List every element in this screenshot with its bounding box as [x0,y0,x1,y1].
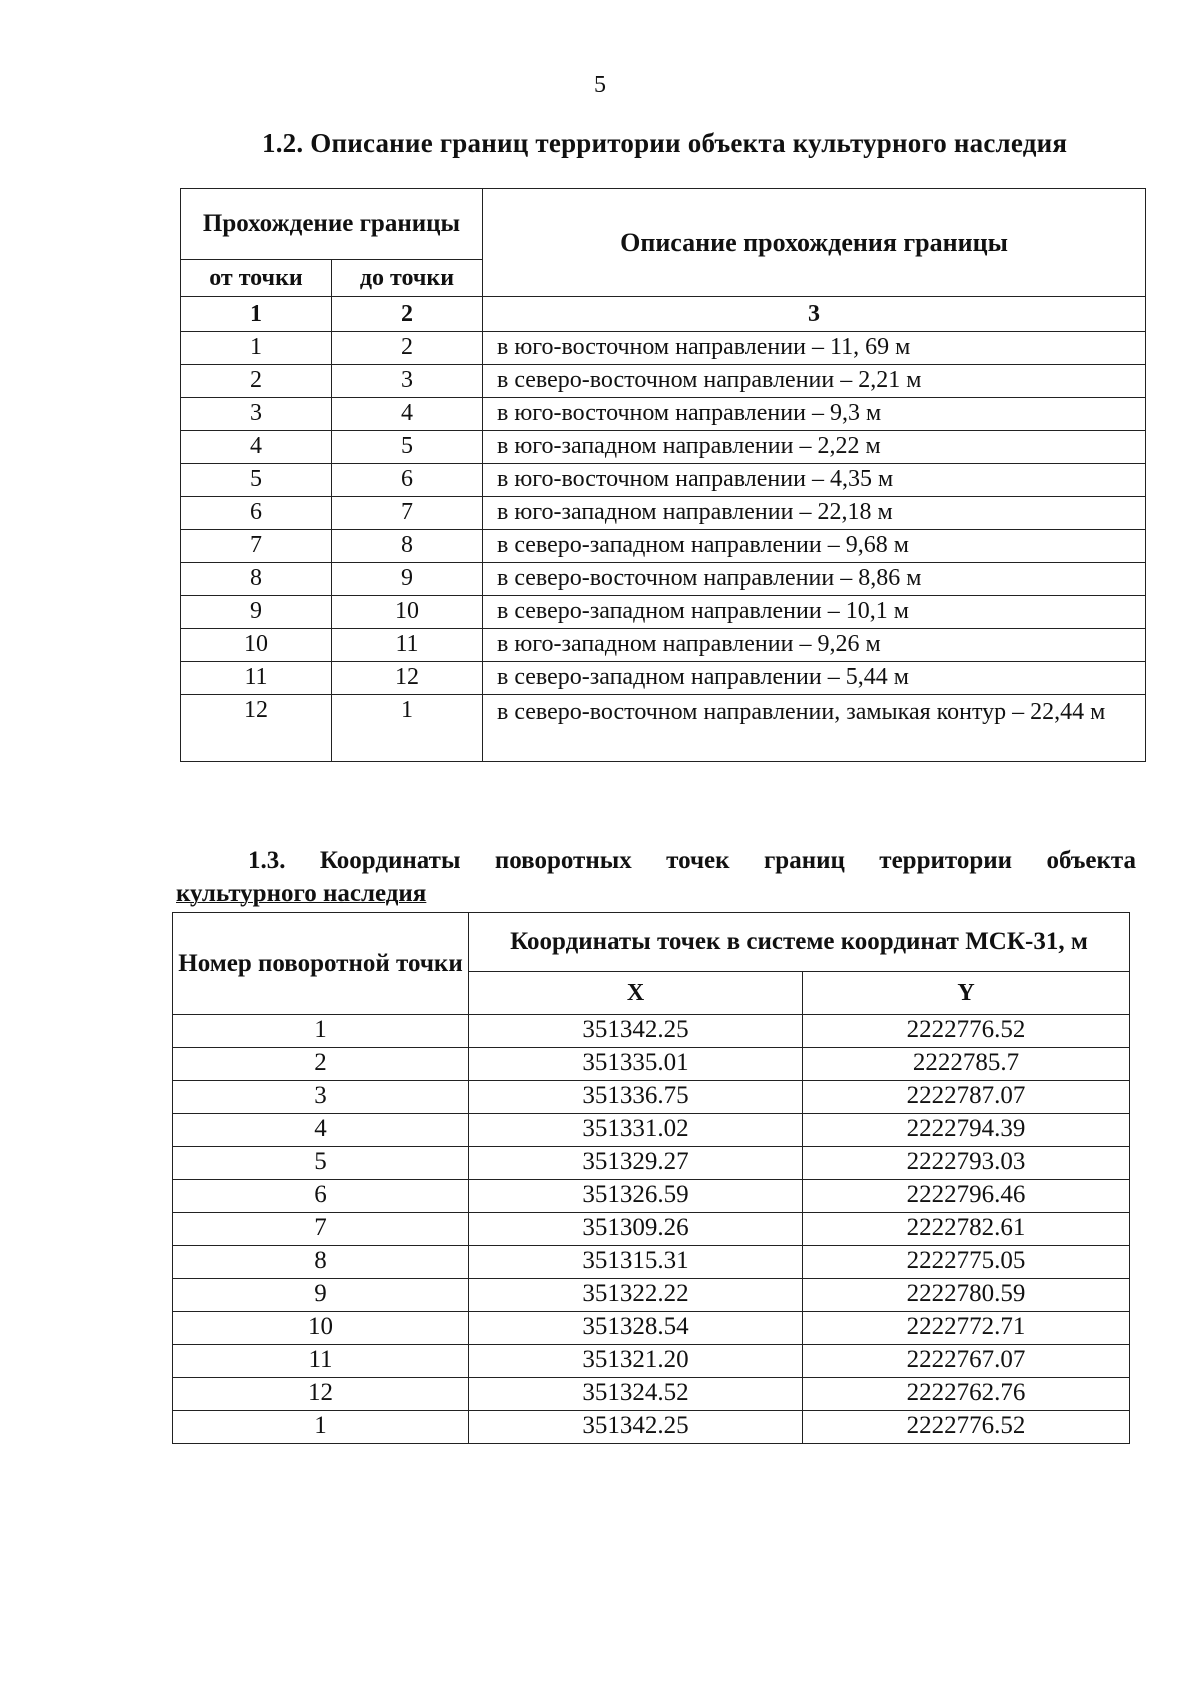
table-row [181,464,1146,497]
to-point-cell: 1 [332,695,483,762]
table-row [181,497,1146,530]
page-number: 5 [594,72,606,98]
table-row [173,1411,1130,1444]
section-1-3-title-line1: 1.3. Координаты поворотных точек границ территории объекта [248,847,1136,874]
table-row [173,1081,1130,1114]
point-number-cell: 4 [173,1114,469,1147]
x-coordinate-cell: 351322.22 [469,1279,803,1312]
point-number-cell: 2 [173,1048,469,1081]
y-coordinate-cell: 2222776.52 [803,1411,1130,1444]
point-number-cell: 7 [173,1213,469,1246]
point-number-cell: 3 [173,1081,469,1114]
description-cell: в северо-западном направлении – 5,44 м [483,662,1146,695]
from-point-cell: 10 [181,629,332,662]
header-description: Описание прохождения границы [483,189,1146,297]
description-cell: в северо-восточном направлении – 8,86 м [483,563,1146,596]
column-number: 3 [483,297,1146,332]
y-coordinate-cell: 2222793.03 [803,1147,1130,1180]
x-coordinate-cell: 351326.59 [469,1180,803,1213]
table-row [173,1312,1130,1345]
x-coordinate-cell: 351309.26 [469,1213,803,1246]
x-coordinate-cell: 351342.25 [469,1411,803,1444]
y-coordinate-cell: 2222775.05 [803,1246,1130,1279]
x-coordinate-cell: 351335.01 [469,1048,803,1081]
point-number-cell: 5 [173,1147,469,1180]
from-point-cell: 1 [181,332,332,365]
boundary-description-table [180,188,1146,762]
y-coordinate-cell: 2222767.07 [803,1345,1130,1378]
description-cell: в северо-западном направлении – 10,1 м [483,596,1146,629]
x-coordinate-cell: 351336.75 [469,1081,803,1114]
y-coordinate-cell: 2222776.52 [803,1015,1130,1048]
table-row [181,332,1146,365]
table-row [173,1147,1130,1180]
to-point-cell: 7 [332,497,483,530]
header-coordinates: Координаты точек в системе координат МСК-31, м [469,913,1130,972]
point-number-cell: 1 [173,1411,469,1444]
table-row [181,695,1146,762]
table-row [173,1213,1130,1246]
table-row [181,629,1146,662]
table-row [173,1048,1130,1081]
table-row [181,530,1146,563]
x-coordinate-cell: 351321.20 [469,1345,803,1378]
from-point-cell: 4 [181,431,332,464]
to-point-cell: 10 [332,596,483,629]
y-coordinate-cell: 2222796.46 [803,1180,1130,1213]
table-row [181,596,1146,629]
coordinates-table [172,912,1130,1444]
y-coordinate-cell: 2222762.76 [803,1378,1130,1411]
x-coordinate-cell: 351331.02 [469,1114,803,1147]
description-cell: в северо-западном направлении – 9,68 м [483,530,1146,563]
point-number-cell: 11 [173,1345,469,1378]
from-point-cell: 3 [181,398,332,431]
point-number-cell: 9 [173,1279,469,1312]
description-cell: в северо-восточном направлении – 2,21 м [483,365,1146,398]
table-row [181,563,1146,596]
header-point-number: Номер поворотной точки [173,913,469,1015]
table-row [181,431,1146,464]
table-row [181,398,1146,431]
point-number-cell: 1 [173,1015,469,1048]
x-coordinate-cell: 351324.52 [469,1378,803,1411]
table-row [181,662,1146,695]
y-coordinate-cell: 2222794.39 [803,1114,1130,1147]
from-point-cell: 5 [181,464,332,497]
section-1-3-title [176,844,1136,910]
header-boundary-passage: Прохождение границы [181,189,483,260]
table-row [181,365,1146,398]
header-to-point: до точки [332,260,483,297]
y-coordinate-cell: 2222772.71 [803,1312,1130,1345]
from-point-cell: 12 [181,695,332,762]
from-point-cell: 9 [181,596,332,629]
table-row [173,1345,1130,1378]
table-row [173,1246,1130,1279]
x-coordinate-cell: 351315.31 [469,1246,803,1279]
description-cell: в юго-восточном направлении – 4,35 м [483,464,1146,497]
table-row [173,1015,1130,1048]
to-point-cell: 9 [332,563,483,596]
table-row [173,1378,1130,1411]
to-point-cell: 11 [332,629,483,662]
from-point-cell: 6 [181,497,332,530]
description-cell: в юго-западном направлении – 22,18 м [483,497,1146,530]
to-point-cell: 5 [332,431,483,464]
x-coordinate-cell: 351342.25 [469,1015,803,1048]
to-point-cell: 12 [332,662,483,695]
from-point-cell: 8 [181,563,332,596]
header-from-point: от точки [181,260,332,297]
point-number-cell: 12 [173,1378,469,1411]
from-point-cell: 7 [181,530,332,563]
point-number-cell: 6 [173,1180,469,1213]
column-number: 1 [181,297,332,332]
table-row [173,1180,1130,1213]
section-1-3-title-line2: культурного наследия [176,880,427,907]
table-row [173,1114,1130,1147]
to-point-cell: 2 [332,332,483,365]
to-point-cell: 6 [332,464,483,497]
from-point-cell: 2 [181,365,332,398]
from-point-cell: 11 [181,662,332,695]
to-point-cell: 3 [332,365,483,398]
point-number-cell: 8 [173,1246,469,1279]
x-coordinate-cell: 351328.54 [469,1312,803,1345]
to-point-cell: 4 [332,398,483,431]
point-number-cell: 10 [173,1312,469,1345]
y-coordinate-cell: 2222780.59 [803,1279,1130,1312]
column-number-row [181,297,1146,332]
description-cell: в юго-восточном направлении – 9,3 м [483,398,1146,431]
description-cell: в северо-восточном направлении, замыкая контур – 22,44 м [483,695,1146,762]
x-coordinate-cell: 351329.27 [469,1147,803,1180]
header-x: X [469,972,803,1015]
header-y: Y [803,972,1130,1015]
column-number: 2 [332,297,483,332]
y-coordinate-cell: 2222785.7 [803,1048,1130,1081]
table-row [173,1279,1130,1312]
description-cell: в юго-восточном направлении – 11, 69 м [483,332,1146,365]
to-point-cell: 8 [332,530,483,563]
y-coordinate-cell: 2222787.07 [803,1081,1130,1114]
description-cell: в юго-западном направлении – 9,26 м [483,629,1146,662]
description-cell: в юго-западном направлении – 2,22 м [483,431,1146,464]
y-coordinate-cell: 2222782.61 [803,1213,1130,1246]
section-1-2-title: 1.2. Описание границ территории объекта культурного наследия [262,128,1068,158]
